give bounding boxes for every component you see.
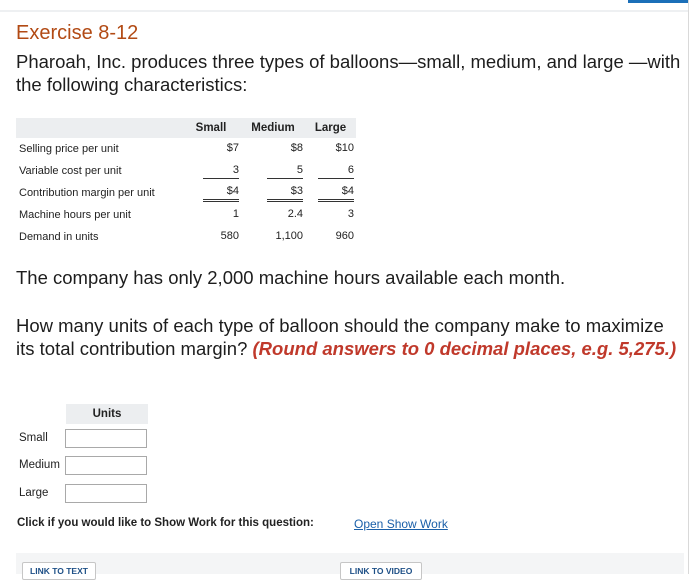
large-units-input[interactable] bbox=[65, 484, 147, 503]
table-cell: 3 bbox=[347, 208, 354, 220]
link-to-text-button[interactable]: LINK TO TEXT bbox=[22, 562, 96, 580]
top-divider bbox=[0, 10, 688, 12]
machine-hours-statement: The company has only 2,000 machine hours available each month. bbox=[16, 267, 566, 288]
rounding-hint: (Round answers to 0 decimal places, e.g. 5,275.) bbox=[252, 338, 677, 359]
answer-label-large: Large bbox=[19, 487, 49, 499]
answer-label-small: Small bbox=[19, 432, 48, 444]
top-accent-bar bbox=[628, 0, 688, 3]
exercise-title: Exercise 8-12 bbox=[16, 22, 139, 44]
table-cell: 3 bbox=[203, 164, 239, 179]
column-header-medium: Medium bbox=[241, 118, 305, 138]
link-to-video-button[interactable]: LINK TO VIDEO bbox=[340, 562, 422, 580]
table-header-row bbox=[16, 118, 356, 138]
table-cell: 1 bbox=[232, 208, 239, 220]
table-cell: $3 bbox=[267, 185, 303, 202]
row-label: Contribution margin per unit bbox=[19, 187, 155, 199]
question-text: How many units of each type of balloon should the company make to maximize its total contribution margin? bbox=[16, 315, 664, 359]
table-cell: 5 bbox=[267, 164, 303, 179]
table-header-blank bbox=[16, 118, 181, 138]
table-row bbox=[16, 138, 356, 160]
exercise-intro: Pharoah, Inc. produces three types of balloons—small, medium, and large —with the following characteristics: bbox=[16, 51, 681, 95]
table-cell: 6 bbox=[318, 164, 354, 179]
medium-units-input[interactable] bbox=[65, 456, 147, 475]
table-cell: 1,100 bbox=[275, 230, 303, 242]
answer-label-medium: Medium bbox=[19, 459, 60, 471]
table-cell: $4 bbox=[318, 185, 354, 202]
show-work-prompt: Click if you would like to Show Work for this question: bbox=[17, 517, 314, 529]
table-cell: $8 bbox=[290, 142, 303, 154]
row-label: Selling price per unit bbox=[19, 143, 119, 155]
table-row bbox=[16, 226, 356, 248]
row-label: Machine hours per unit bbox=[19, 209, 131, 221]
question-prompt bbox=[16, 314, 684, 360]
table-cell: $10 bbox=[335, 142, 354, 154]
column-header-small: Small bbox=[181, 118, 241, 138]
table-row bbox=[16, 160, 356, 182]
column-header-large: Large bbox=[305, 118, 356, 138]
open-show-work-link[interactable]: Open Show Work bbox=[354, 517, 448, 531]
small-units-input[interactable] bbox=[65, 429, 147, 448]
units-column-header: Units bbox=[66, 404, 148, 424]
table-cell: 960 bbox=[335, 230, 354, 242]
table-cell: 580 bbox=[220, 230, 239, 242]
table-cell: 2.4 bbox=[287, 208, 303, 220]
table-row bbox=[16, 182, 356, 204]
characteristics-table bbox=[16, 118, 356, 248]
row-label: Variable cost per unit bbox=[19, 165, 122, 177]
row-label: Demand in units bbox=[19, 231, 99, 243]
table-row bbox=[16, 204, 356, 226]
table-cell: $4 bbox=[203, 185, 239, 202]
table-cell: $7 bbox=[226, 142, 239, 154]
